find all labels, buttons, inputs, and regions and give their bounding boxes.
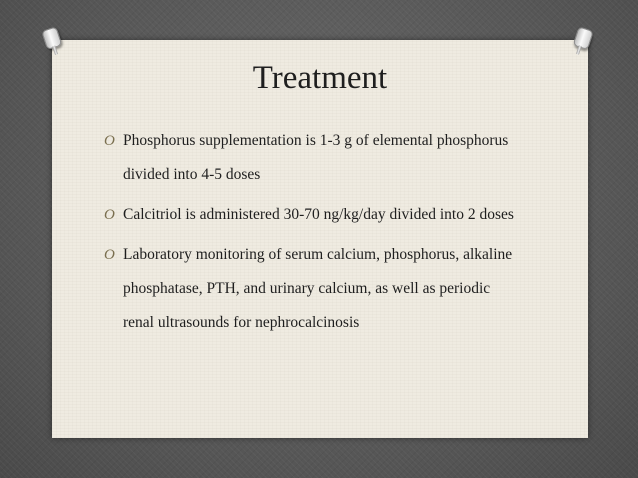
bullet-marker: O <box>104 247 115 263</box>
bullet-item <box>104 124 524 192</box>
bullet-marker: O <box>104 133 115 149</box>
bullet-marker: O <box>104 207 115 223</box>
bullet-text: Calcitriol is administered 30-70 ng/kg/day divided into 2 doses <box>123 206 514 223</box>
slide-title: Treatment <box>252 60 388 96</box>
bullet-item <box>104 238 524 340</box>
bullet-text: Laboratory monitoring of serum calcium, phosphorus, alkaline phosphatase, PTH, and urinary calcium, as well as periodic renal ultrasounds for nephrocalcinosis <box>123 246 513 331</box>
bullet-item <box>104 198 524 232</box>
bullet-text: Phosphorus supplementation is 1-3 g of elemental phosphorus divided into 4-5 doses <box>123 132 509 183</box>
bullet-list <box>104 124 524 346</box>
